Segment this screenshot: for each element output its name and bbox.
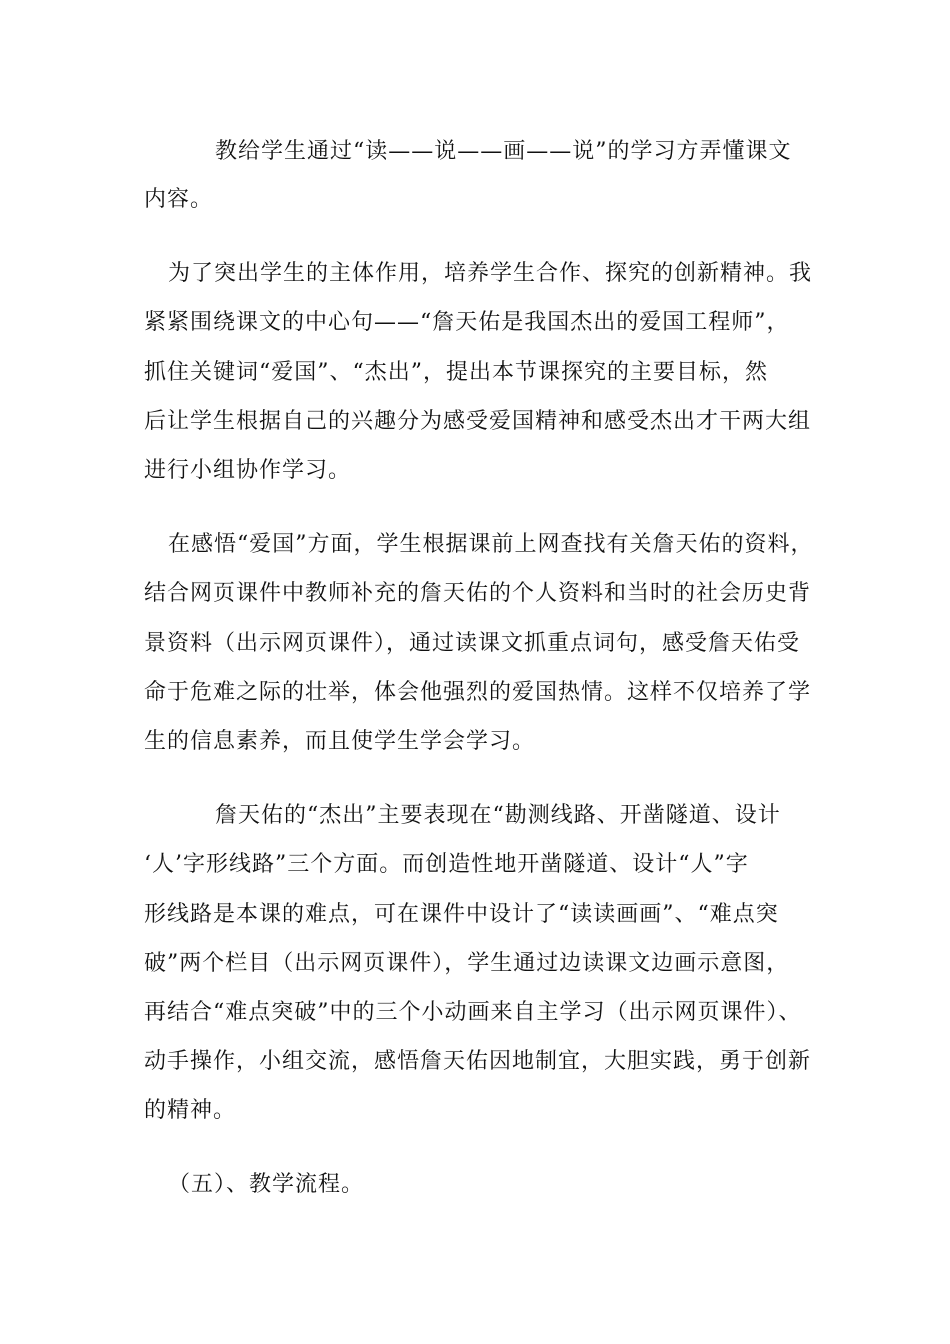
text-line: 后让学生根据自己的兴趣分为感受爱国精神和感受杰出才干两大组 bbox=[144, 409, 812, 434]
text-line: 的精神。 bbox=[144, 1098, 237, 1123]
text-line: 紧紧围绕课文的中心句——“詹天佑是我国杰出的爱国工程师”， bbox=[144, 310, 790, 335]
text-line: 生的信息素养，而且使学生学会学习。 bbox=[144, 729, 536, 754]
text-line: 结合网页课件中教师补充的詹天佑的个人资料和当时的社会历史背 bbox=[144, 581, 812, 606]
text-line: 为了突出学生的主体作用，培养学生合作、探究的创新精神。我 bbox=[168, 261, 813, 286]
section-heading: （五）、教学流程。 bbox=[168, 1172, 365, 1197]
text-line: 抓住关键词“爱国”、“杰出”，提出本节课探究的主要目标，然 bbox=[144, 360, 768, 385]
text-line: 在感悟“爱国”方面，学生根据课前上网查找有关詹天佑的资料， bbox=[168, 532, 814, 557]
text-line: 教给学生通过“读——说——画——说”的学习方弄懂课文 bbox=[215, 139, 792, 164]
text-line: 命于危难之际的壮举，体会他强烈的爱国热情。这样不仅培养了学 bbox=[144, 680, 812, 705]
text-line: 景资料（出示网页课件），通过读课文抓重点词句，感受詹天佑受 bbox=[144, 631, 801, 656]
text-line: 内容。 bbox=[144, 187, 214, 212]
text-line: 形线路是本课的难点，可在课件中设计了“读读画画”、“难点突 bbox=[144, 902, 779, 927]
text-line: 进行小组协作学习。 bbox=[144, 458, 352, 483]
text-line: 破”两个栏目（出示网页课件），学生通过边读课文边画示意图， bbox=[144, 951, 790, 976]
text-line: 动手操作，小组交流，感悟詹天佑因地制宜，大胆实践，勇于创新 bbox=[144, 1049, 812, 1074]
text-line: 再结合“难点突破”中的三个小动画来自主学习（出示网页课件）、 bbox=[144, 1000, 802, 1025]
text-line: ‘人’字形线路”三个方面。而创造性地开凿隧道、设计“人”字 bbox=[144, 852, 749, 877]
text-line: 詹天佑的“杰出”主要表现在“勘测线路、开凿隧道、设计 bbox=[215, 803, 781, 828]
